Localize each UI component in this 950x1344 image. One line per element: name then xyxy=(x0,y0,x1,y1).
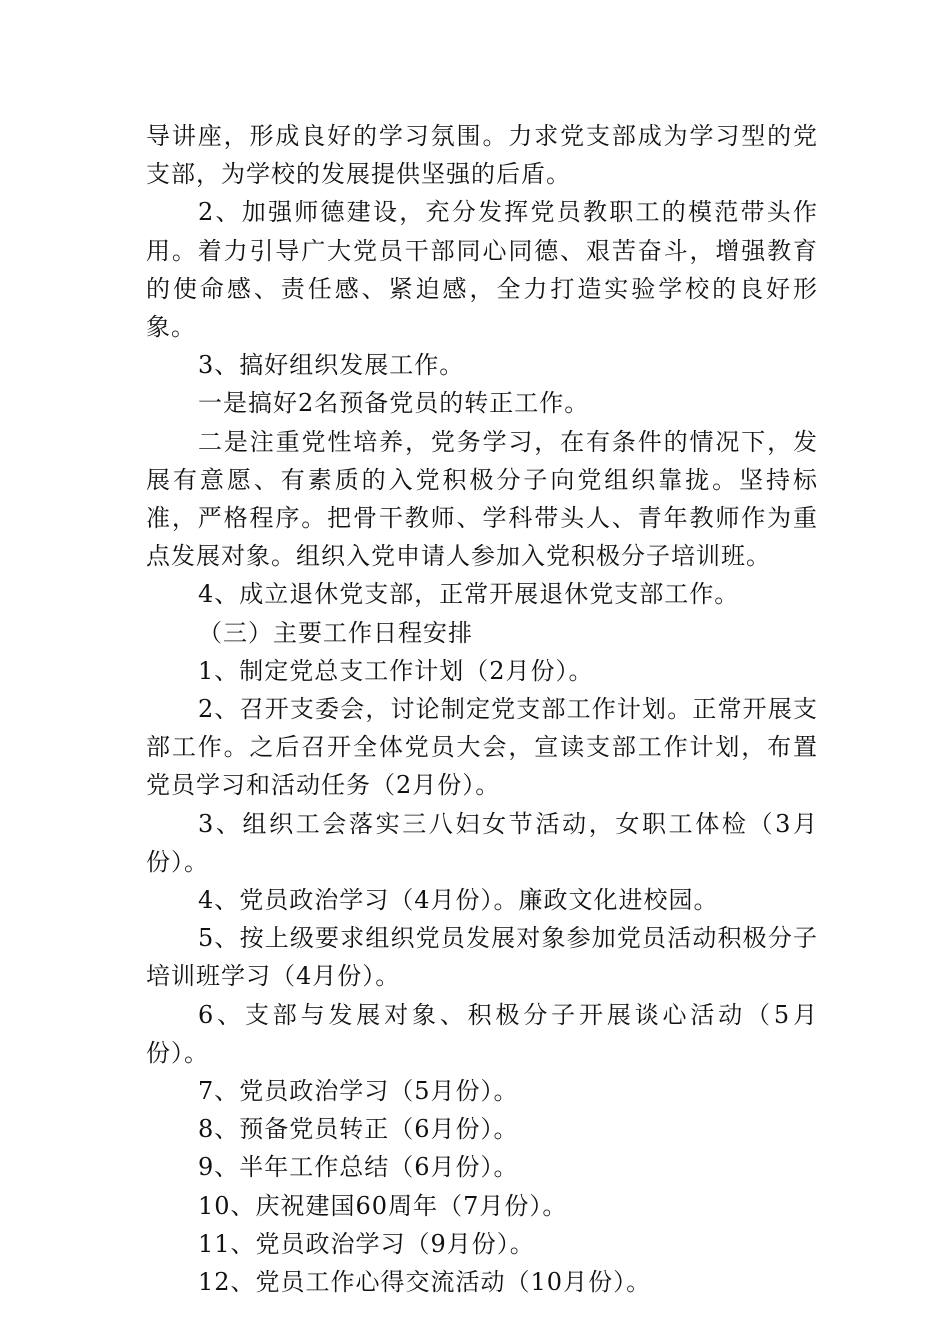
schedule-item-7: 7、党员政治学习（5月份）。 xyxy=(198,1077,519,1106)
schedule-item-4: 4、党员政治学习（4月份）。廉政文化进校园。 xyxy=(198,886,719,915)
document-body xyxy=(146,117,818,1301)
paragraph-1: 导讲座，形成良好的学习氛围。力求党支部成为学习型的党支部，为学校的发展提供坚强的后盾。 xyxy=(146,122,818,189)
paragraph-3: 3、搞好组织发展工作。 xyxy=(198,351,465,380)
schedule-item-6: 6、支部与发展对象、积极分子开展谈心活动（5月份）。 xyxy=(146,1000,818,1067)
paragraph-4: 一是搞好2名预备党员的转正工作。 xyxy=(198,389,590,418)
paragraph-5: 二是注重党性培养，党务学习，在有条件的情况下，发展有意愿、有素质的入党积极分子向党组织靠拢。坚持标准，严格程序。把骨干教师、学科带头人、青年教师作为重点发展对象。组织入党申请人参加入党积极分子培训班。 xyxy=(146,427,818,571)
section-heading-schedule: （三）主要工作日程安排 xyxy=(198,618,473,647)
schedule-item-5: 5、按上级要求组织党员发展对象参加党员活动积极分子培训班学习（4月份）。 xyxy=(146,924,818,991)
schedule-item-2: 2、召开支委会，讨论制定党支部工作计划。正常开展支部工作。之后召开全体党员大会，宣读支部工作计划，布置党员学习和活动任务（2月份）。 xyxy=(146,695,818,800)
schedule-item-8: 8、预备党员转正（6月份）。 xyxy=(198,1115,519,1144)
paragraph-2: 2、加强师德建设，充分发挥党员教职工的模范带头作用。着力引导广大党员干部同心同德、艰苦奋斗，增强教育的使命感、责任感、紧迫感，全力打造实验学校的良好形象。 xyxy=(146,198,818,342)
schedule-item-1: 1、制定党总支工作计划（2月份）。 xyxy=(198,656,594,685)
schedule-item-10: 10、庆祝建国60周年（7月份）。 xyxy=(198,1191,568,1220)
schedule-item-3: 3、组织工会落实三八妇女节活动，女职工体检（3月份）。 xyxy=(146,809,818,876)
schedule-item-11: 11、党员政治学习（9月份）。 xyxy=(198,1229,535,1258)
paragraph-6: 4、成立退休党支部，正常开展退休党支部工作。 xyxy=(198,580,740,609)
schedule-item-9: 9、半年工作总结（6月份）。 xyxy=(198,1153,519,1182)
schedule-item-12: 12、党员工作心得交流活动（10月份）。 xyxy=(198,1268,652,1297)
